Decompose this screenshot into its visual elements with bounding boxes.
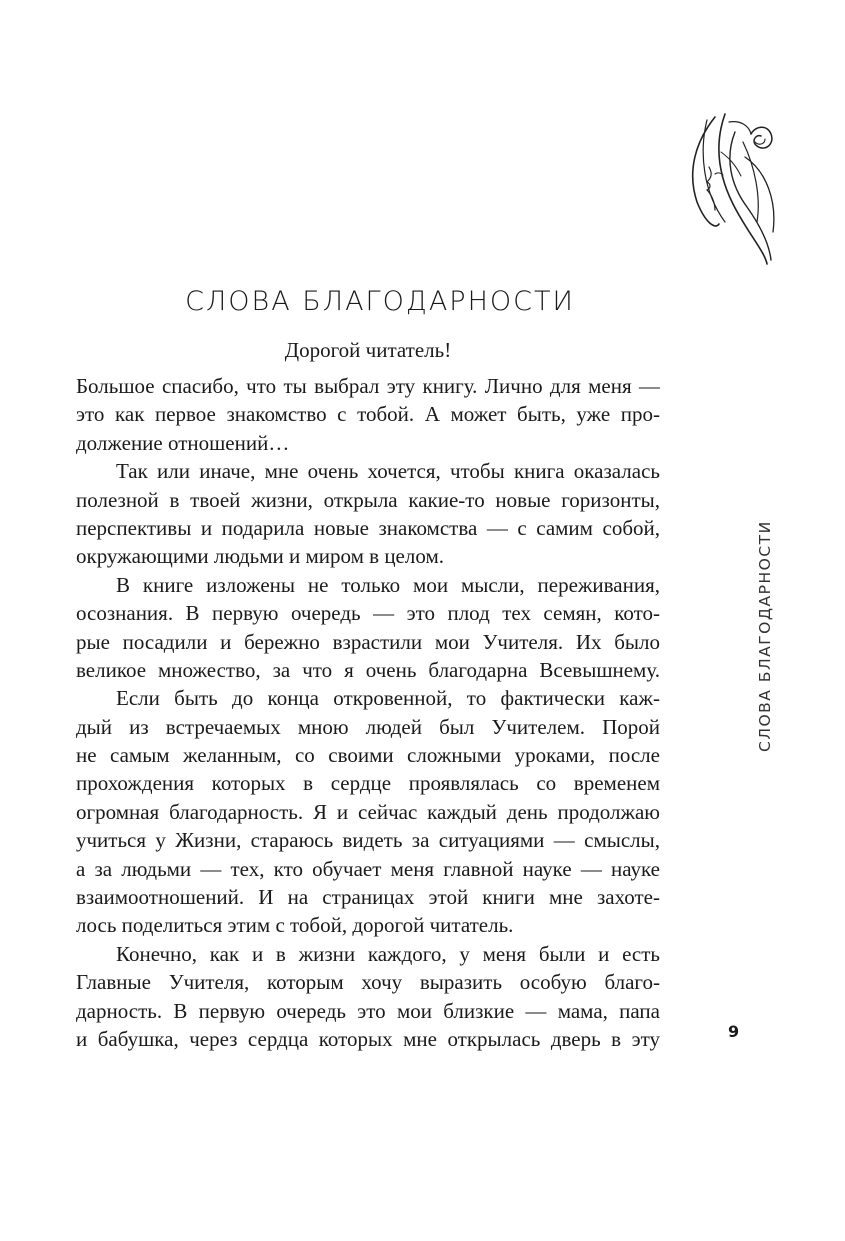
text-line: дый из встречаемых мною людей был Учителем. Порой: [76, 714, 660, 739]
text-line: осознания. В первую очередь — это плод тех семян, кото-: [76, 601, 660, 626]
text-line: а за людьми — тех, кто обучает меня главной науке — науке: [76, 856, 660, 881]
text-line: не самым желанным, со своими сложными уроками, после: [76, 743, 660, 768]
text-line: должение отношений…: [76, 430, 290, 455]
running-header: СЛОВА БЛАГОДАРНОСТИ: [756, 520, 774, 752]
page-number: 9: [728, 1022, 740, 1041]
text-line: лось поделиться этим с тобой, дорогой читатель.: [76, 913, 514, 938]
text-line: и бабушка, через сердца которых мне открылась дверь в эту: [76, 1026, 660, 1051]
text-line: Главные Учителя, которым хочу выразить особую благо-: [76, 970, 660, 995]
text-line: Конечно, как и в жизни каждого, у меня были и есть: [116, 941, 660, 966]
text-line: огромная благодарность. Я и сейчас каждый день продолжаю: [76, 799, 660, 824]
text-line: полезной в твоей жизни, открыла какие-то новые горизонты,: [76, 487, 660, 512]
woman-portrait-sketch-icon: [685, 112, 785, 267]
text-line: рые посадили и бережно взрастили мои Учителя. Их было: [76, 629, 660, 654]
text-line: окружающими людьми и миром в целом.: [76, 544, 444, 569]
text-line: великое множество, за что я очень благодарна Всевышнему.: [76, 657, 660, 682]
text-line: это как первое знакомство с тобой. А может быть, уже про-: [76, 402, 660, 427]
greeting: Дорогой читатель!: [284, 338, 452, 362]
text-line: дарность. В первую очередь это мои близкие — мама, папа: [76, 998, 660, 1023]
body-text: [76, 372, 660, 1053]
text-line: Так или иначе, мне очень хочется, чтобы книга оказалась: [116, 459, 660, 484]
text-line: Если быть до конца откровенной, то фактически каж-: [116, 686, 660, 711]
text-line: прохождения которых в сердце проявлялась со временем: [76, 771, 660, 796]
text-line: взаимоотношений. И на страницах этой книги мне захоте-: [76, 885, 660, 910]
text-line: В книге изложены не только мои мысли, переживания,: [116, 572, 660, 597]
text-line: учиться у Жизни, стараюсь видеть за ситуациями — смыслы,: [76, 828, 660, 853]
page-title: СЛОВА БЛАГОДАРНОСТИ: [185, 286, 575, 317]
text-line: перспективы и подарила новые знакомства — с самим собой,: [76, 515, 660, 540]
text-line: Большое спасибо, что ты выбрал эту книгу. Лично для меня —: [76, 374, 660, 398]
